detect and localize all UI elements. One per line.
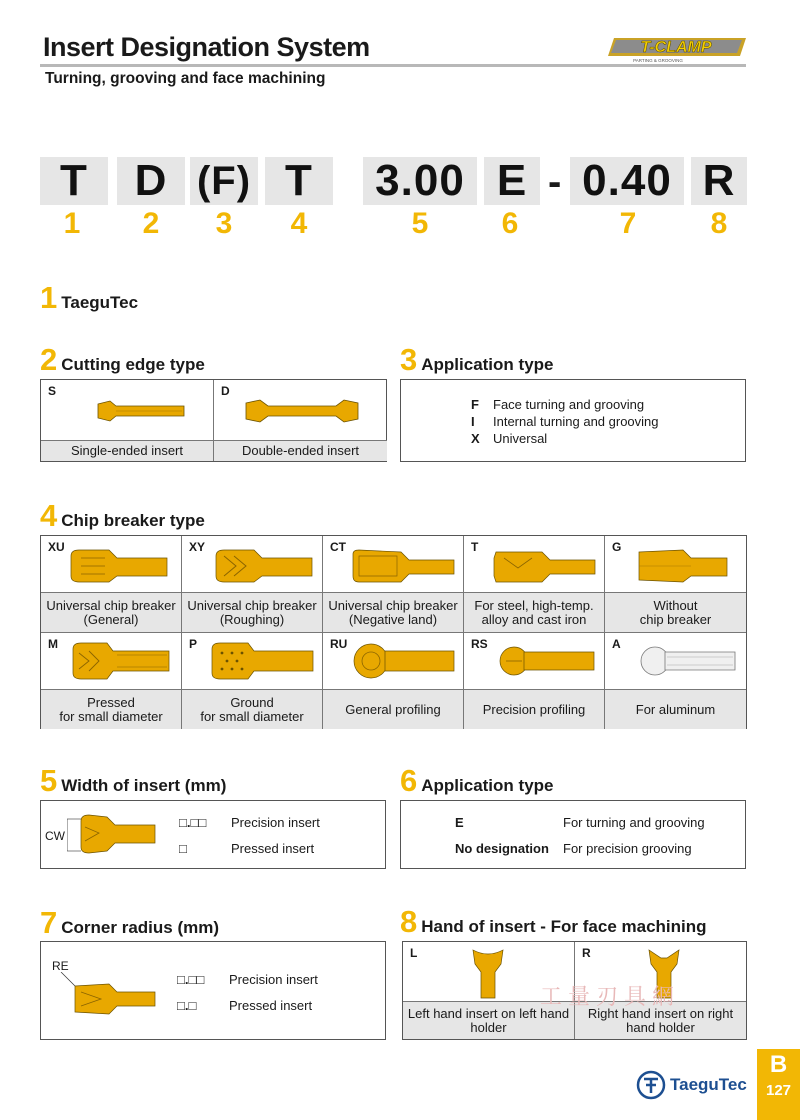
cell-letter: RS: [471, 637, 488, 651]
chip-breaker-cell-t: [464, 536, 605, 633]
application-row: [455, 841, 692, 856]
cell-letter: XY: [189, 540, 206, 554]
cell-letter: P: [189, 637, 198, 651]
section-8-number: 8: [400, 904, 418, 939]
code-number-2: 2: [142, 207, 160, 240]
code-part-1: T: [40, 157, 108, 205]
code-number-8: 8: [710, 207, 728, 240]
cell-letter: R: [582, 946, 591, 960]
section-1-header: [40, 280, 138, 316]
brand-name: TaeguTec: [670, 1075, 747, 1094]
t-insert-icon: [492, 546, 597, 586]
row-value: Precision insert: [231, 815, 320, 830]
xy-insert-icon: [214, 546, 314, 586]
section-6-header: [400, 763, 553, 799]
row-value: Universal: [493, 431, 548, 446]
application-row: [471, 431, 547, 446]
row-value: Face turning and grooving: [493, 397, 645, 412]
corner-radius-row: [177, 972, 318, 987]
code-part-6: E: [484, 157, 540, 205]
cell-caption: Left hand insert on left hand holder: [403, 1001, 574, 1039]
section-tab-letter: B: [769, 1051, 788, 1078]
chip-breaker-cell-xu: [41, 536, 182, 633]
section-1-title: TaeguTec: [61, 293, 139, 312]
section-5-header: [40, 763, 226, 799]
cell-letter: M: [48, 637, 58, 651]
cell-caption: General profiling: [323, 689, 463, 729]
row-value: For turning and grooving: [563, 815, 705, 830]
p-insert-icon: [210, 641, 315, 681]
section-7-header: [40, 905, 219, 941]
m-insert-icon: [71, 641, 171, 681]
cutting-edge-cell-d: [214, 380, 387, 461]
row-key: □: [179, 841, 187, 856]
ct-insert-icon: [351, 546, 456, 586]
code-number-6: 6: [501, 207, 519, 240]
cutting-edge-table: [40, 379, 387, 462]
left-hand-insert-icon: [471, 948, 505, 1000]
section-8-title: Hand of insert - For face machining: [421, 917, 707, 936]
section-3-header: [400, 342, 553, 378]
row-value: For precision grooving: [563, 841, 692, 856]
cell-caption: Precision profiling: [464, 689, 604, 729]
row-key: □.□□: [179, 815, 207, 830]
application-row: [471, 414, 659, 429]
section-4-title: Chip breaker type: [61, 511, 205, 530]
code-dash: -: [548, 160, 562, 204]
cw-insert-icon: [67, 811, 157, 857]
row-value: Internal turning and grooving: [493, 414, 659, 429]
rs-insert-icon: [496, 641, 596, 681]
re-label: RE: [52, 959, 69, 973]
chip-breaker-cell-m: [41, 633, 182, 729]
code-number-7: 7: [619, 207, 637, 240]
corner-radius-box: [40, 941, 386, 1040]
row-value: Pressed insert: [229, 998, 313, 1013]
code-number-3: 3: [215, 207, 233, 240]
g-insert-icon: [637, 546, 729, 586]
application-type-box: [400, 379, 746, 462]
section-3-number: 3: [400, 342, 418, 377]
section-2-title: Cutting edge type: [61, 355, 205, 374]
page-title: Insert Designation System: [43, 32, 370, 62]
chip-breaker-table: [40, 535, 747, 729]
code-number-4: 4: [290, 207, 308, 240]
application-type-2-box: [400, 800, 746, 869]
row-key: I: [471, 414, 475, 429]
code-part-4: T: [265, 157, 333, 205]
section-5-title: Width of insert (mm): [61, 776, 227, 795]
svg-text:PARTING & GROOVING: PARTING & GROOVING: [633, 58, 683, 63]
cell-caption: Ground for small diameter: [182, 689, 322, 729]
taegutec-logo-icon: [636, 1070, 666, 1100]
cell-letter: L: [410, 946, 418, 960]
cell-letter: XU: [48, 540, 65, 554]
section-6-title: Application type: [421, 776, 554, 795]
chip-breaker-cell-ru: [323, 633, 464, 729]
width-row: [179, 815, 320, 830]
code-number-1: 1: [63, 207, 81, 240]
cell-letter: S: [48, 384, 57, 398]
chip-breaker-cell-xy: [182, 536, 323, 633]
row-key: □.□□: [177, 972, 205, 987]
page-number: 127: [765, 1082, 792, 1099]
row-key: No designation: [455, 841, 549, 856]
cell-caption: Right hand insert on right hand holder: [575, 1001, 746, 1039]
corner-radius-row: [177, 998, 312, 1013]
code-part-5: 3.00: [363, 157, 477, 205]
section-7-title: Corner radius (mm): [61, 918, 219, 937]
chip-breaker-cell-rs: [464, 633, 605, 729]
title-rule: [40, 64, 746, 67]
re-insert-icon: [57, 972, 157, 1022]
cell-letter: T: [471, 540, 479, 554]
section-7-number: 7: [40, 905, 58, 940]
section-1-number: 1: [40, 280, 58, 315]
cell-caption: Universal chip breaker (General): [41, 592, 181, 632]
section-4-header: [40, 498, 205, 534]
section-3-title: Application type: [421, 355, 554, 374]
section-2-header: [40, 342, 205, 378]
a-insert-icon: [637, 641, 737, 681]
width-row: [179, 841, 314, 856]
double-ended-insert-icon: [244, 396, 360, 426]
cell-caption: Single-ended insert: [41, 440, 213, 461]
section-4-number: 4: [40, 498, 58, 533]
cell-letter: RU: [330, 637, 348, 651]
taegutec-brand: [636, 1070, 747, 1100]
cell-letter: A: [612, 637, 621, 651]
chip-breaker-cell-a: [605, 633, 746, 729]
svg-text:T-CLAMP: T-CLAMP: [640, 39, 712, 56]
t-clamp-logo: [608, 34, 748, 64]
row-key: X: [471, 431, 480, 446]
xu-insert-icon: [69, 546, 169, 586]
cell-caption: For aluminum: [605, 689, 746, 729]
cell-letter: CT: [330, 540, 346, 554]
section-6-number: 6: [400, 763, 418, 798]
row-key: E: [455, 815, 464, 830]
ru-insert-icon: [351, 641, 456, 681]
cell-letter: D: [221, 384, 230, 398]
code-part-7: 0.40: [570, 157, 684, 205]
code-part-8: R: [691, 157, 747, 205]
section-2-number: 2: [40, 342, 58, 377]
cell-letter: G: [612, 540, 622, 554]
cell-caption: Pressed for small diameter: [41, 689, 181, 729]
section-5-number: 5: [40, 763, 58, 798]
cw-label: CW: [45, 829, 65, 843]
chip-breaker-cell-p: [182, 633, 323, 729]
single-ended-insert-icon: [96, 398, 186, 424]
cell-caption: Without chip breaker: [605, 592, 746, 632]
page-subtitle: Turning, grooving and face machining: [45, 70, 326, 87]
code-part-3: (F): [190, 157, 258, 205]
watermark: 工量刃具網: [540, 984, 681, 1009]
section-8-header: [400, 904, 707, 940]
code-part-2: D: [117, 157, 185, 205]
cell-caption: Universal chip breaker (Negative land): [323, 592, 463, 632]
application-row: [455, 815, 705, 830]
application-row: [471, 397, 644, 412]
row-value: Pressed insert: [231, 841, 315, 856]
row-value: Precision insert: [229, 972, 318, 987]
code-number-5: 5: [411, 207, 429, 240]
cutting-edge-cell-s: [41, 380, 214, 461]
row-key: □.□: [177, 998, 197, 1013]
page-tab: [757, 1049, 800, 1120]
width-of-insert-box: [40, 800, 386, 869]
cell-caption: Universal chip breaker (Roughing): [182, 592, 322, 632]
cell-caption: Double-ended insert: [214, 440, 387, 461]
row-key: F: [471, 397, 479, 412]
chip-breaker-cell-g: [605, 536, 746, 633]
chip-breaker-cell-ct: [323, 536, 464, 633]
cell-caption: For steel, high-temp. alloy and cast iron: [464, 592, 604, 632]
